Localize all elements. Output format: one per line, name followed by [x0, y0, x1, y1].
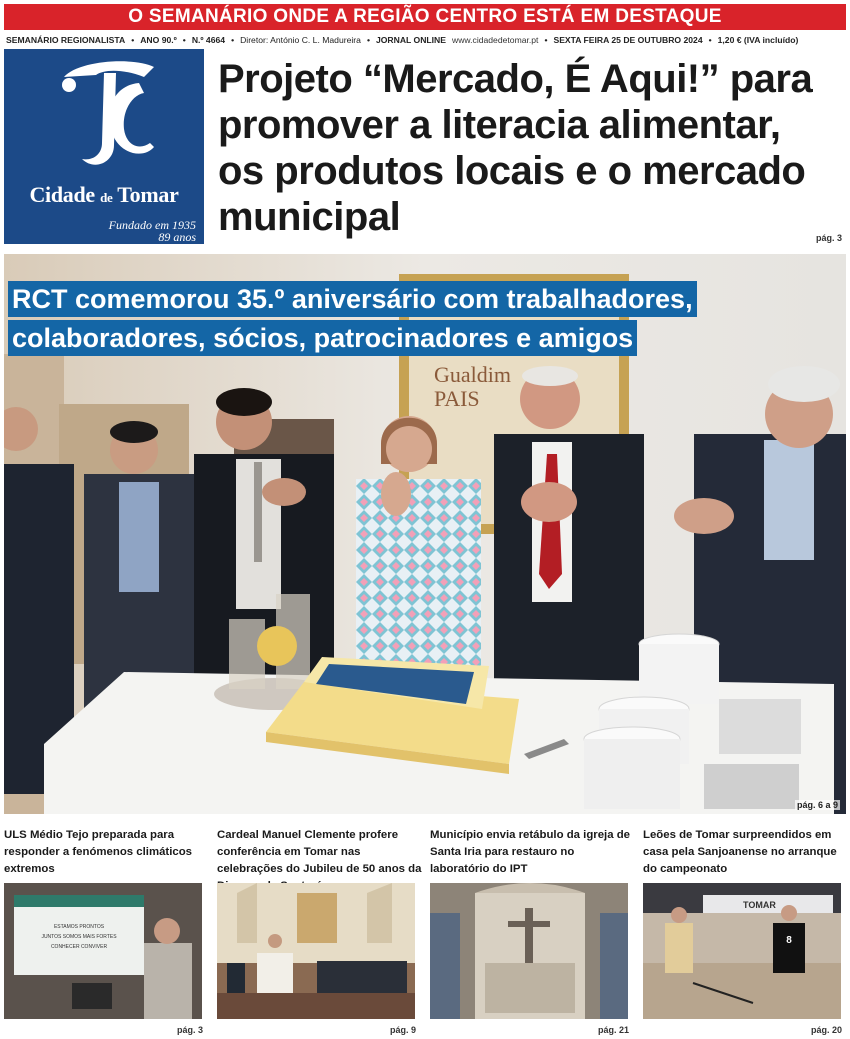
story-leoes[interactable] [643, 827, 848, 1035]
svg-text:TOMAR: TOMAR [743, 900, 776, 910]
story-page-ref: pág. 9 [389, 1025, 416, 1035]
info-bar: SEMANÁRIO REGIONALISTA • ANO 90.º • N.º 4664 • Diretor: António C. L. Madureira • JORNAL ONLINE www.cidadedetomar.pt • SEXTA FEIRA 25 DE OUTUBRO 2024 • 1,20 € (IVA incluído) [6, 35, 799, 45]
story-page-ref: pág. 21 [597, 1025, 629, 1035]
director: Diretor: António C. L. Madureira [240, 35, 361, 45]
top-banner: O SEMANÁRIO ONDE A REGIÃO CENTRO ESTÁ EM DESTAQUE [4, 4, 846, 30]
online-label: JORNAL ONLINE [375, 35, 446, 45]
issue-number: N.º 4664 [191, 35, 226, 45]
presentation-photo [4, 883, 202, 1019]
issue-date: SEXTA FEIRA 25 DE OUTUBRO 2024 [553, 35, 703, 45]
publication-year: ANO 90.º [140, 35, 177, 45]
main-headline[interactable]: Projeto “Mercado, É Aqui!” para promover a literacia alimentar, os produtos locais e o mercado municipal [218, 57, 813, 239]
svg-text:JUNTOS SOMOS MAIS FORTES: JUNTOS SOMOS MAIS FORTES [41, 934, 117, 940]
hero-headline[interactable]: RCT comemorou 35.º aniversário com trabalhadores, colaboradores, sócios, patrocinadores e amigos [8, 281, 697, 356]
hero-photo-story[interactable] [4, 254, 846, 814]
story-title: Município envia retábulo da igreja de Santa Iria para restauro no laboratório do IPT [430, 829, 631, 875]
story-cardeal[interactable] [217, 827, 422, 1035]
svg-text:8: 8 [786, 935, 792, 946]
story-uls[interactable] [4, 827, 209, 1035]
headline-page-ref: pág. 3 [815, 233, 842, 243]
roller-hockey-photo [643, 883, 841, 1019]
story-title: ULS Médio Tejo preparada para responder a fenómenos climáticos extremos [4, 829, 193, 875]
ct-monogram-icon [4, 55, 204, 175]
altarpiece-photo [430, 883, 628, 1019]
price: 1,20 € (IVA incluído) [717, 35, 799, 45]
publication-type: SEMANÁRIO REGIONALISTA [6, 35, 126, 45]
website-link[interactable]: www.cidadedetomar.pt [451, 35, 539, 45]
svg-text:Gualdim: Gualdim [434, 362, 511, 387]
svg-text:CONHECER CONVIVER: CONHECER CONVIVER [50, 944, 108, 950]
church-conference-photo [217, 883, 415, 1019]
svg-text:ESTAMOS PRONTOS: ESTAMOS PRONTOS [53, 924, 105, 930]
story-title: Leões de Tomar surpreendidos em casa pela Sanjoanense no arranque do campeonato [643, 829, 837, 875]
svg-text:PAIS: PAIS [434, 386, 480, 411]
hero-page-ref: pág. 6 a 9 [796, 800, 838, 810]
founded-text: Fundado em 1935 89 anos [108, 218, 196, 244]
story-title: Cardeal Manuel Clemente profere conferência em Tomar nas celebrações do Jubileu de 50 anos da [217, 829, 422, 875]
story-retabulo[interactable] [430, 827, 635, 1035]
story-page-ref: pág. 3 [176, 1025, 203, 1035]
masthead-name: Cidade de Tomar [29, 182, 179, 207]
masthead-logo[interactable] [4, 49, 204, 244]
story-page-ref: pág. 20 [810, 1025, 842, 1035]
